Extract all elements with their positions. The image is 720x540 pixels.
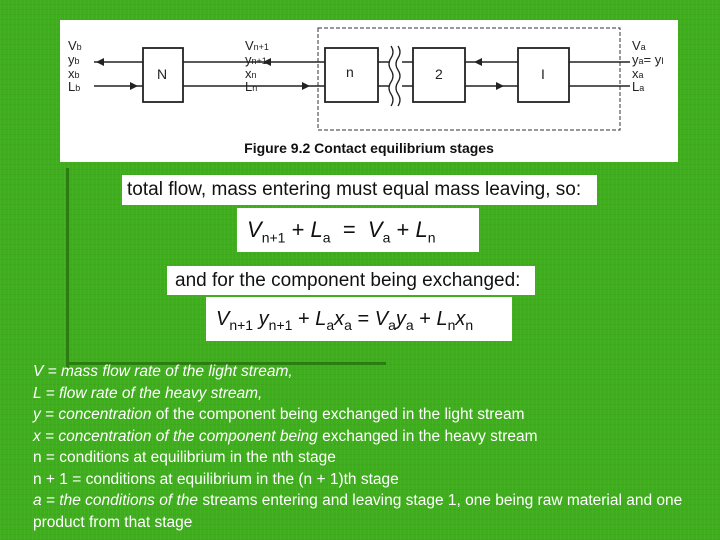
stage-label-1: I bbox=[541, 66, 545, 82]
symbol-definitions bbox=[33, 361, 703, 533]
definition-L: L = flow rate of the heavy stream, bbox=[33, 384, 263, 402]
component-balance-equation: $V_{n+1}$ $y_{n+1} + L_ax_a = V_ay_a + L_nx_n$ bbox=[206, 297, 512, 341]
left-stream-labels: Vb yb xb Lb bbox=[68, 38, 82, 95]
definition-n: n = conditions at equilibrium in the nth stage bbox=[33, 449, 336, 466]
system-boundary bbox=[318, 28, 620, 130]
figure-panel bbox=[60, 20, 678, 162]
stage-label-n: n bbox=[346, 64, 354, 80]
definition-a: a = the conditions of the streams entering and leaving stage 1, one being raw material and one product from that stage bbox=[33, 492, 683, 531]
definition-y: y = concentration of the component being exchanged in the light stream bbox=[33, 406, 525, 423]
definition-n-plus-1: n + 1 = conditions at equilibrium in the (n + 1)th stage bbox=[33, 470, 399, 488]
total-flow-banner: total flow, mass entering must equal mass leaving, so: bbox=[122, 175, 597, 205]
definition-V: V = mass flow rate of the light stream, bbox=[33, 363, 293, 380]
figure-caption: Figure 9.2 Contact equilibrium stages bbox=[244, 140, 494, 156]
stage-label-2: 2 bbox=[435, 66, 443, 82]
stage-label-N: N bbox=[157, 66, 168, 82]
vertical-rule bbox=[66, 168, 69, 368]
definition-x: x = concentration of the component being exchanged in the heavy stream bbox=[33, 427, 538, 445]
right-stream-labels: Va ya= yI xa La bbox=[632, 38, 664, 95]
mid-stream-labels: Vn+1 yn+1 xn Ln bbox=[245, 38, 269, 95]
total-balance-equation: $V_{n+1} + L_a = V_a + L_n$ bbox=[237, 208, 479, 252]
component-banner: and for the component being exchanged: bbox=[167, 266, 535, 295]
